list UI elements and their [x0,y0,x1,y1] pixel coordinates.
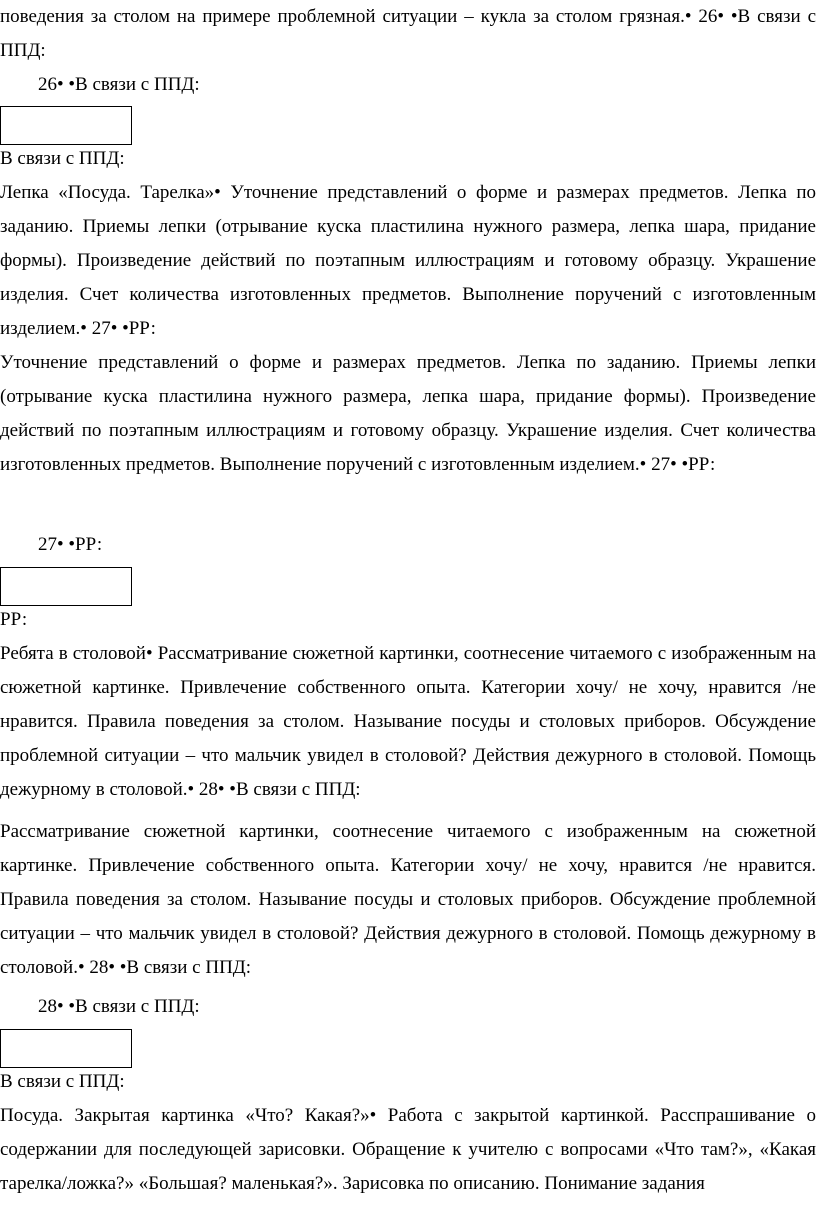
paragraph: В связи с ППД: [0,1071,125,1092]
paragraph-indented: 26• •В связи с ППД: [38,74,200,95]
paragraph-indented: 28• •В связи с ППД: [38,996,200,1017]
paragraph: РР: [0,609,28,630]
paragraph: поведения за столом на примере проблемной ситуации – кукла за столом грязная.• 26• •В связи с ППД: [0,6,816,61]
paragraph: Посуда. Закрытая картинка «Что? Какая?»• Работа с закрытой картинкой. Расспрашивание о содержании для последующей зарисовки. Обращение к учителю с вопросами «Что там?», «Какая тарелка/ложка?» «Большая? маленькая?». Зарисовка по описанию. Понимание задания [0,1105,816,1194]
paragraph: В связи с ППД: [0,148,125,169]
empty-table-cell [0,567,132,606]
empty-table-cell [0,1029,132,1068]
paragraph: Рассматривание сюжетной картинки, соотнесение читаемого с изображенным на сюжетной картинке. Привлечение собственного опыта. Категории хочу/ не хочу, нравится /не нравится. Правила поведения за столом. Называние посуды и столовых приборов. Обсуждение проблемной ситуации – что мальчик увидел в столовой? Действия дежурного в столовой. Помощь дежурному в столовой.• 28• •В связи с ППД: [0,821,816,978]
paragraph: Уточнение представлений о форме и размерах предметов. Лепка по заданию. Приемы лепки (отрывание куска пластилина нужного размера, лепка шара, придание формы). Произведение действий по поэтапным иллюстрациям и готовому образцу. Украшение изделия. Счет количества изготовленных предметов. Выполнение поручений с изготовленным изделием.• 27• •РР: [0,352,816,475]
paragraph-indented: 27• •РР: [38,534,103,555]
empty-table-cell [0,106,132,145]
paragraph: Ребята в столовой• Рассматривание сюжетной картинки, соотнесение читаемого с изображенным на сюжетной картинке. Привлечение собственного опыта. Категории хочу/ не хочу, нравится /не нравится. Правила поведения за столом. Называние посуды и столовых приборов. Обсуждение проблемной ситуации – что мальчик увидел в столовой? Действия дежурного в столовой. Помощь дежурному в столовой.• 28• •В связи с ППД: [0,643,816,800]
paragraph: Лепка «Посуда. Тарелка»• Уточнение представлений о форме и размерах предметов. Лепка по заданию. Приемы лепки (отрывание куска пластилина нужного размера, лепка шара, придание формы). Произведение действий по поэтапным иллюстрациям и готовому образцу. Украшение изделия. Счет количества изготовленных предметов. Выполнение поручений с изготовленным изделием.• 27• •РР: [0,182,816,339]
